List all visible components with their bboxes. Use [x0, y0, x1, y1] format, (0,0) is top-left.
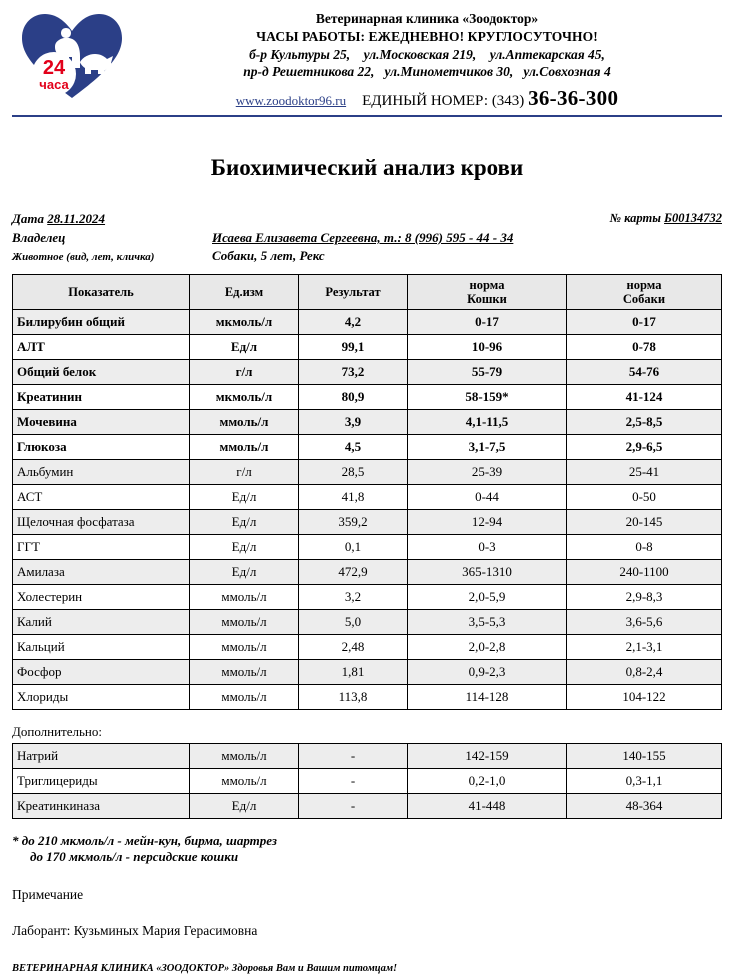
clinic-name: Ветеринарная клиника «Зоодоктор»	[315, 11, 539, 26]
cell-unit: мкмоль/л	[190, 309, 299, 334]
cell-unit: ммоль/л	[190, 684, 299, 709]
cell-result: 472,9	[299, 559, 408, 584]
extra-table	[12, 743, 722, 819]
cell-norm-cat: 0-3	[408, 534, 567, 559]
cell-indicator: Альбумин	[13, 459, 190, 484]
cell-norm-dog: 140-155	[567, 743, 722, 768]
cell-norm-dog: 240-1100	[567, 559, 722, 584]
cell-norm-cat: 41-448	[408, 793, 567, 818]
cell-unit: ммоль/л	[190, 584, 299, 609]
address-line-2: пр-д Решетникова 22, ул.Минометчиков 30, ул.Совхозная 4	[243, 64, 611, 80]
cell-norm-dog: 0-78	[567, 334, 722, 359]
extra-table-body	[13, 743, 722, 818]
cell-result: 0,1	[299, 534, 408, 559]
table-row	[13, 484, 722, 509]
cell-norm-dog: 0,8-2,4	[567, 659, 722, 684]
cell-norm-dog: 2,9-8,3	[567, 584, 722, 609]
cell-indicator: Общий белок	[13, 359, 190, 384]
table-row	[13, 384, 722, 409]
cell-norm-dog: 2,9-6,5	[567, 434, 722, 459]
date-label: Дата	[12, 210, 44, 226]
cell-unit: Ед/л	[190, 509, 299, 534]
table-row	[13, 509, 722, 534]
owner-label: Владелец	[12, 229, 66, 245]
note-label: Примечание	[12, 886, 84, 902]
cell-norm-cat: 0-44	[408, 484, 567, 509]
cell-indicator: Щелочная фосфатаза	[13, 509, 190, 534]
date-label-wrap	[12, 211, 212, 227]
cell-result: 2,48	[299, 634, 408, 659]
table-row	[13, 659, 722, 684]
website-link[interactable]: www.zoodoktor96.ru	[235, 93, 347, 109]
cell-result: -	[299, 793, 408, 818]
cell-unit: Ед/л	[190, 484, 299, 509]
cell-norm-dog: 3,6-5,6	[567, 609, 722, 634]
table-row	[13, 309, 722, 334]
cell-result: 99,1	[299, 334, 408, 359]
header-indicator: Показатель	[13, 274, 190, 309]
cell-norm-cat: 25-39	[408, 459, 567, 484]
cell-unit: ммоль/л	[190, 409, 299, 434]
cell-norm-cat: 55-79	[408, 359, 567, 384]
cell-indicator: Фосфор	[13, 659, 190, 684]
cell-norm-dog: 48-364	[567, 793, 722, 818]
table-row	[13, 793, 722, 818]
cell-result: 28,5	[299, 459, 408, 484]
cell-norm-dog: 0-50	[567, 484, 722, 509]
cell-unit: г/л	[190, 359, 299, 384]
header-norm-dog-line2: Собаки	[622, 291, 666, 306]
svg-text:24: 24	[42, 57, 66, 79]
cell-indicator: Триглицериды	[13, 768, 190, 793]
cell-result: 73,2	[299, 359, 408, 384]
animal-value: Собаки, 5 лет, Рекс	[212, 247, 325, 263]
cell-result: 41,8	[299, 484, 408, 509]
cell-indicator: Мочевина	[13, 409, 190, 434]
cell-indicator: Калий	[13, 609, 190, 634]
cell-norm-dog: 104-122	[567, 684, 722, 709]
owner-value: Исаева Елизавета Сергеевна, т.: 8 (996) 595 - 44 - 34	[212, 229, 514, 245]
phone-number: 36-36-300	[528, 86, 619, 111]
cell-norm-cat: 142-159	[408, 743, 567, 768]
cell-result: 80,9	[299, 384, 408, 409]
cell-indicator: Амилаза	[13, 559, 190, 584]
cell-unit: Ед/л	[190, 559, 299, 584]
cell-norm-cat: 2,0-5,9	[408, 584, 567, 609]
cell-result: -	[299, 743, 408, 768]
cell-indicator: Холестерин	[13, 584, 190, 609]
cell-indicator: Билирубин общий	[13, 309, 190, 334]
cell-norm-dog: 2,5-8,5	[567, 409, 722, 434]
cell-norm-cat: 0-17	[408, 309, 567, 334]
cell-indicator: Креатинкиназа	[13, 793, 190, 818]
card-number-block	[610, 211, 722, 226]
cell-norm-cat: 58-159*	[408, 384, 567, 409]
work-hours: ЧАСЫ РАБОТЫ: ЕЖЕДНЕВНО! КРУГЛОСУТОЧНО!	[256, 28, 598, 44]
cell-norm-cat: 10-96	[408, 334, 567, 359]
results-table-body	[13, 309, 722, 709]
cell-result: 113,8	[299, 684, 408, 709]
lab-technician: Лаборант: Кузьминых Мария Герасимовна	[12, 922, 258, 938]
cell-unit: г/л	[190, 459, 299, 484]
phone-block	[362, 85, 618, 113]
table-row	[13, 334, 722, 359]
owner-row	[12, 230, 722, 246]
clinic-logo	[12, 8, 132, 102]
address-line-1: б-р Культуры 25, ул.Московская 219, ул.Аптекарская 45,	[249, 46, 605, 62]
footnotes	[12, 833, 722, 865]
cell-result: 3,2	[299, 584, 408, 609]
cell-unit: ммоль/л	[190, 743, 299, 768]
cell-indicator: АЛТ	[13, 334, 190, 359]
animal-label: Животное (вид, лет, кличка)	[12, 250, 155, 263]
cell-indicator: Кальций	[13, 634, 190, 659]
clinic-tagline: ВЕТЕРИНАРНАЯ КЛИНИКА «ЗООДОКТОР» Здоровья Вам и Вашим питомцам!	[12, 962, 398, 974]
header-norm-cat-line1: норма	[469, 277, 505, 292]
cell-indicator: Креатинин	[13, 384, 190, 409]
date-value: 28.11.2024	[47, 210, 106, 226]
table-row	[13, 359, 722, 384]
cell-norm-dog: 0-8	[567, 534, 722, 559]
header-norm-dog-line1: норма	[626, 277, 662, 292]
footnote-line-1: * до 210 мкмоль/л - мейн-кун, бирма, шартрез	[12, 832, 277, 848]
header-norm-cat	[408, 274, 567, 309]
cell-norm-dog: 41-124	[567, 384, 722, 409]
heart-pets-logo-icon	[18, 10, 126, 102]
results-table	[12, 274, 722, 710]
cell-norm-cat: 0,2-1,0	[408, 768, 567, 793]
cell-norm-dog: 0,3-1,1	[567, 768, 722, 793]
header-norm-dog	[567, 274, 722, 309]
table-row	[13, 559, 722, 584]
cell-unit: Ед/л	[190, 793, 299, 818]
table-row	[13, 768, 722, 793]
cell-norm-dog: 0-17	[567, 309, 722, 334]
card-number-label: № карты	[609, 210, 661, 225]
cell-norm-dog: 20-145	[567, 509, 722, 534]
header-result: Результат	[299, 274, 408, 309]
cell-norm-dog: 2,1-3,1	[567, 634, 722, 659]
table-row	[13, 459, 722, 484]
table-header-row	[13, 274, 722, 309]
svg-text:часа: часа	[39, 77, 69, 92]
cell-norm-cat: 365-1310	[408, 559, 567, 584]
card-number-value: Б00134732	[664, 210, 722, 225]
table-row	[13, 434, 722, 459]
document-header	[12, 8, 722, 117]
cell-norm-cat: 3,5-5,3	[408, 609, 567, 634]
cell-norm-dog: 25-41	[567, 459, 722, 484]
footnote-line-2: до 170 мкмоль/л - персидские кошки	[30, 848, 239, 864]
cell-indicator: Хлориды	[13, 684, 190, 709]
cell-indicator: Натрий	[13, 743, 190, 768]
header-unit: Ед.изм	[190, 274, 299, 309]
cell-norm-dog: 54-76	[567, 359, 722, 384]
cell-unit: ммоль/л	[190, 434, 299, 459]
cell-norm-cat: 12-94	[408, 509, 567, 534]
cell-unit: ммоль/л	[190, 609, 299, 634]
page-title: Биохимический анализ крови	[210, 154, 524, 180]
cell-norm-cat: 114-128	[408, 684, 567, 709]
cell-result: 4,2	[299, 309, 408, 334]
table-row	[13, 584, 722, 609]
cell-unit: Ед/л	[190, 534, 299, 559]
table-row	[13, 743, 722, 768]
table-row	[13, 534, 722, 559]
table-row	[13, 684, 722, 709]
cell-unit: Ед/л	[190, 334, 299, 359]
cell-indicator: АСТ	[13, 484, 190, 509]
cell-unit: ммоль/л	[190, 768, 299, 793]
cell-unit: мкмоль/л	[190, 384, 299, 409]
header-text-block	[132, 8, 722, 113]
cell-norm-cat: 4,1-11,5	[408, 409, 567, 434]
cell-indicator: ГГТ	[13, 534, 190, 559]
cell-result: 1,81	[299, 659, 408, 684]
header-norm-cat-line2: Кошки	[467, 291, 507, 306]
phone-label: ЕДИНЫЙ НОМЕР: (343)	[362, 93, 525, 110]
cell-unit: ммоль/л	[190, 659, 299, 684]
animal-row	[12, 248, 722, 264]
cell-norm-cat: 0,9-2,3	[408, 659, 567, 684]
cell-result: 4,5	[299, 434, 408, 459]
cell-unit: ммоль/л	[190, 634, 299, 659]
table-row	[13, 409, 722, 434]
table-row	[13, 609, 722, 634]
cell-result: 5,0	[299, 609, 408, 634]
cell-result: -	[299, 768, 408, 793]
cell-result: 359,2	[299, 509, 408, 534]
patient-meta	[12, 211, 722, 264]
contact-row	[132, 85, 722, 113]
cell-norm-cat: 2,0-2,8	[408, 634, 567, 659]
extra-section-label: Дополнительно:	[12, 723, 102, 739]
table-row	[13, 634, 722, 659]
cell-norm-cat: 3,1-7,5	[408, 434, 567, 459]
cell-indicator: Глюкоза	[13, 434, 190, 459]
cell-result: 3,9	[299, 409, 408, 434]
